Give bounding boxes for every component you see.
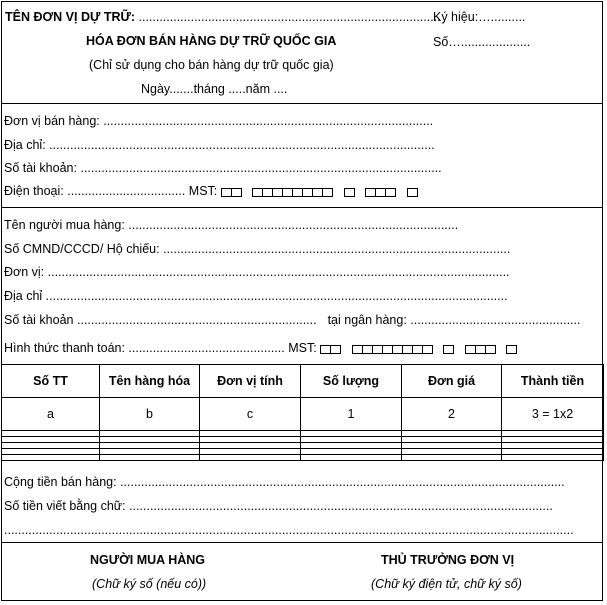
code-cell: 1 xyxy=(301,398,402,431)
buyer-tax-boxes[interactable] xyxy=(320,342,516,356)
unit-label: TÊN ĐƠN VỊ DỰ TRỮ: ....................................................................................... xyxy=(5,10,441,24)
buyer-id-field[interactable]: Số CMND/CCCD/ Hộ chiếu: .................................................................................................... xyxy=(4,242,511,256)
amount-in-words-continuation[interactable]: .................................................................................................................................................................... xyxy=(4,523,574,537)
divider xyxy=(1,542,603,543)
invoice-title: HÓA ĐƠN BÁN HÀNG DỰ TRỮ QUỐC GIA xyxy=(86,34,337,48)
buyer-signature-title: NGƯỜI MUA HÀNG xyxy=(90,553,206,567)
seller-phone-field[interactable]: Điện thoại: .................................. xyxy=(4,184,186,198)
seller-unit-field[interactable]: Đơn vị bán hàng: ............................................................................................... xyxy=(4,114,434,128)
table-code-row xyxy=(2,398,604,431)
col-header: Đơn vị tính xyxy=(200,365,301,398)
code-cell: a xyxy=(2,398,100,431)
code-cell: 2 xyxy=(402,398,502,431)
head-signature-note: (Chữ ký điện tử, chữ ký số) xyxy=(371,577,522,591)
buyer-unit-field[interactable]: Đơn vị: ..................................................................................................................................... xyxy=(4,265,510,279)
buyer-name-field[interactable]: Tên người mua hàng: ............................................................................................... xyxy=(4,218,459,232)
code-cell: b xyxy=(100,398,200,431)
col-header: Số TT xyxy=(2,365,100,398)
buyer-tax-label: MST: xyxy=(288,341,317,355)
date-line[interactable]: Ngày.......tháng .....năm .... xyxy=(141,82,288,96)
col-header: Số lượng xyxy=(301,365,402,398)
table-header-row xyxy=(2,365,604,398)
table-row[interactable] xyxy=(2,455,604,461)
invoice-subtitle: (Chỉ sử dụng cho bán hàng dự trữ quốc gia) xyxy=(89,58,334,72)
buyer-signature-note: (Chữ ký số (nếu có)) xyxy=(92,577,207,591)
number-field[interactable]: Số….................... xyxy=(433,35,531,49)
amount-in-words-field[interactable]: Số tiền viết bằng chữ: .......................................................................................................................... xyxy=(4,499,553,513)
seller-account-field[interactable]: Số tài khoản: ........................................................................................................ xyxy=(4,161,442,175)
code-cell: c xyxy=(200,398,301,431)
divider xyxy=(1,207,603,208)
col-header: Thành tiền xyxy=(502,365,604,398)
col-header: Tên hàng hóa xyxy=(100,365,200,398)
seller-tax-label: MST: xyxy=(188,184,218,198)
seller-tax-boxes[interactable] xyxy=(221,185,417,199)
code-cell: 3 = 1x2 xyxy=(502,398,604,431)
seller-phone-row xyxy=(4,184,417,199)
total-amount-field[interactable]: Cộng tiền bán hàng: ................................................................................................................................ xyxy=(4,475,565,489)
buyer-payment-row xyxy=(4,341,516,356)
buyer-account-row xyxy=(4,313,580,327)
buyer-account-field[interactable]: Số tài khoản ..................................................................... xyxy=(4,313,317,327)
head-signature-title: THỦ TRƯỞNG ĐƠN VỊ xyxy=(381,553,515,567)
payment-method-field[interactable]: Hình thức thanh toán: ............................................. xyxy=(4,341,285,355)
items-table xyxy=(1,364,604,461)
symbol-field[interactable]: Ký hiệu:….......... xyxy=(433,10,526,24)
col-header: Đơn giá xyxy=(402,365,502,398)
seller-address-field[interactable]: Địa chỉ: ............................................................................................................... xyxy=(4,138,435,152)
buyer-address-field[interactable]: Địa chỉ ..................................................................................................................................... xyxy=(4,289,508,303)
buyer-bank-field[interactable]: tại ngân hàng: ................................................. xyxy=(327,313,581,327)
divider xyxy=(1,103,603,104)
